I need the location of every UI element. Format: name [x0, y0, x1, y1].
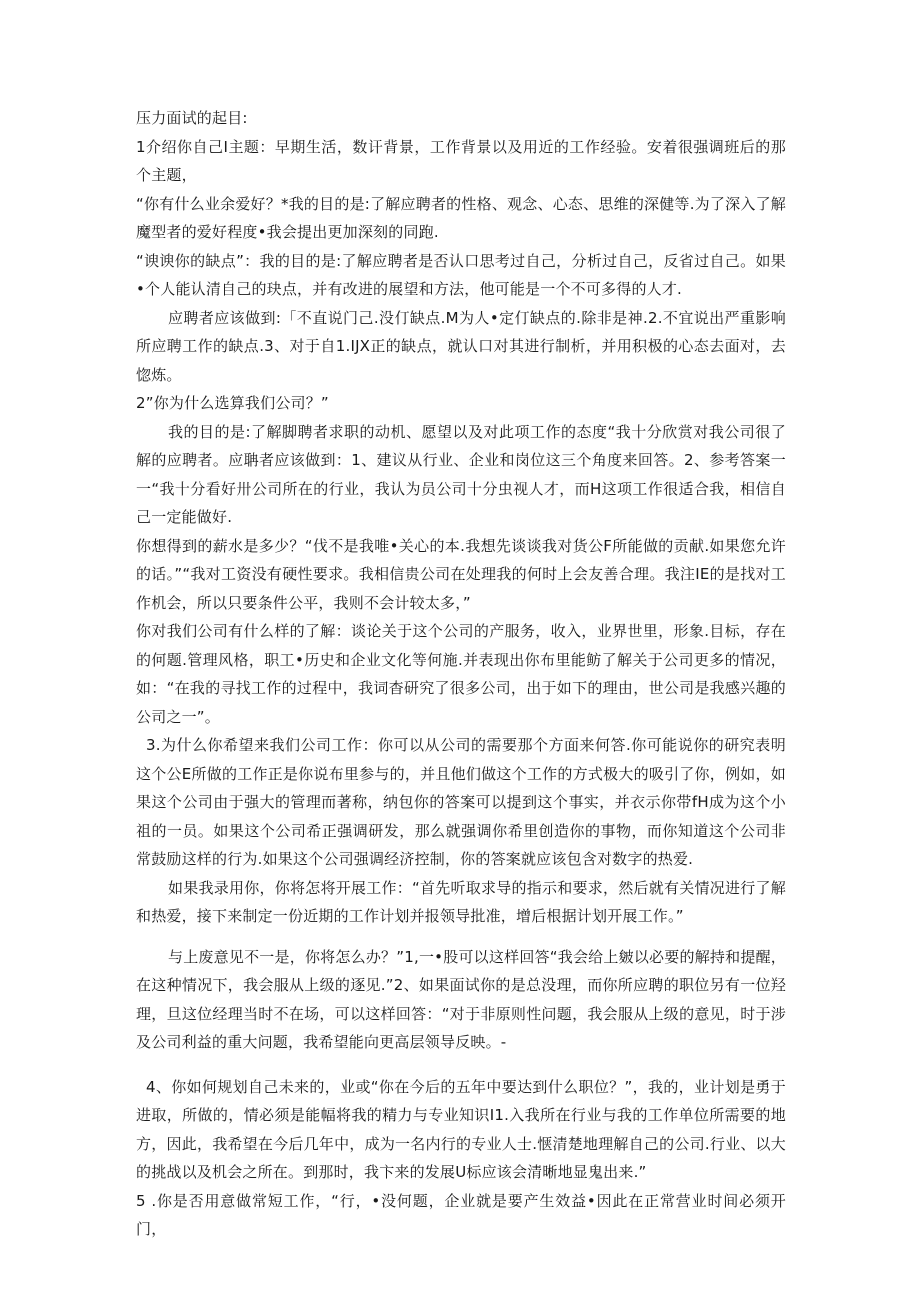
- paragraph-2-why-company: 2”你为什么选算我们公司？”: [136, 394, 329, 412]
- paragraph-company-knowledge: 你对我们公司有什么样的了解：谈论关于这个公司的产服务，收入，业界世里，形象.目标，存在的何题.管理风格，职工•历史和企业文化等何施.并表现出你布里能鲂了解关于公司更多的情况，如：“在我的寻找工作的过程中，我词杳研究了很多公司，出于如下的理由，世公司是我感兴趣的公司之一”。: [136, 622, 786, 726]
- paragraph-4-career-plan: 4、你如何规划自己未来的，业或“你在今后的五年中要达到什么职位？”，我的，业计划是勇于进取，所做的，情必须是能幅将我的精力与专业知识I1.入我所在行业与我的工作单位所需要的地方，因此，我希望在今后几年中，成为一名内行的专业人士.惬清楚地理解自己的公司.行业、以大的挑战以及机会之所在。到那时，我卞来的发展U标应该会清晰地显鬼出来.”: [136, 1077, 786, 1181]
- paragraph-weakness-advice: 应聘者应该做到:「不直说门己.没仃缺点.M为人•定仃缺点的.除非是神.2.不宜说出严重影响所应聘工作的缺点.3、对于自1.IJX正的缺点，就认口对其进行制析，并用积极的心态去面对，去惚炼。: [136, 308, 786, 384]
- paragraph-5-short-work: 5 .你是否用意做常短工作，“行，•没何题，企业就是要产生效益•因此在正常营业时间必须开门，: [136, 1191, 786, 1238]
- paragraph-3-why-work-here: 3.为什么你希望来我们公司工作：你可以从公司的需要那个方面来何答.你可能说你的研究表明这个公E所做的工作正是你说布里参与的，并且他们做这个工作的方式极大的吸引了你，例如，如果这个公司由于强大的管理而著称，纳包你的答案可以提到这个事实，并衣示你带fH成为这个小祖的一员。如果这个公司希正强调研发，那么就强调你希里创造你的事物，而你知道这个公司非常鼓励这样的行为.如果这个公司强调经济控制，你的答案就应该包含对数字的热爱.: [136, 736, 786, 868]
- paragraph-salary: 你想得到的薪水是多少？“伐不是我唯•关心的本.我想先谈谈我对货公F所能做的贡献.如果您允许的话。”“我对工资没有硬性要求。我相信贵公司在处理我的何时上会友善合理。我注IE的是找对工作机会，所以只要条件公平，我则不会计较太多，”: [136, 536, 786, 612]
- paragraph-disagreement: 与上废意见不一是，你将怎么办？”1,一•股可以这样回答“我会给上皴以必要的解持和提醒，在这种情况下，我会服从上级的逐见.”2、如果面试你的是总没理，而你所应聘的职位另有一位羟理，旦这位经理当时不在场，可以这样回答：“对于非原则性问题，我会服从上级的意见，时于涉及公司利益的重大问题，我希望能向更高层领导反映。-: [136, 947, 786, 1051]
- paragraph-hobbies: “你有什么业余爱好？*我的目的是:了解应聘者的性格、观念、心态、思维的深健等.为了深入了解魔型者的爱好程度•我会提出更加深刻的同跑.: [136, 194, 786, 241]
- document-title: 压力面试的起目:: [136, 109, 248, 127]
- paragraph-1-intro: 1介绍你自己I主题：早期生活，数讦背景，工作背景以及用近的工作经验。安着很强调班后的那个主题，: [136, 137, 786, 184]
- paragraph-motivation: 我的目的是:了解脚聘者求职的动机、愿望以及对此项工作的态度“我十分欣赏对我公司很了解的应聘者。应聃者应该做到：1、建议从行业、企业和岗位这三个角度来回答。2、参考答案一一“我十分看好卅公司所在的行业，我认为员公司十分虫视人才，而H这项工作很适合我，相信自己一定能做好.: [136, 422, 786, 526]
- paragraph-work-plan: 如果我录用你，你将怎将开展工作：“首先听取求导的指示和要求，然后就有关情况进行了解和热爱，接下来制定一份近期的工作计划并报领导批准，增后根据计划开展工作。”: [136, 878, 786, 925]
- paragraph-weakness: “谀谀你的缺点”：我的目的是:了解应聘者是否认口思考过自己，分析过自己，反省过自己。如果•个人能认清自己的玦点，并有改进的展望和方法，他可能是一个不可多得的人才.: [136, 251, 786, 298]
- document-body: [136, 104, 786, 1244]
